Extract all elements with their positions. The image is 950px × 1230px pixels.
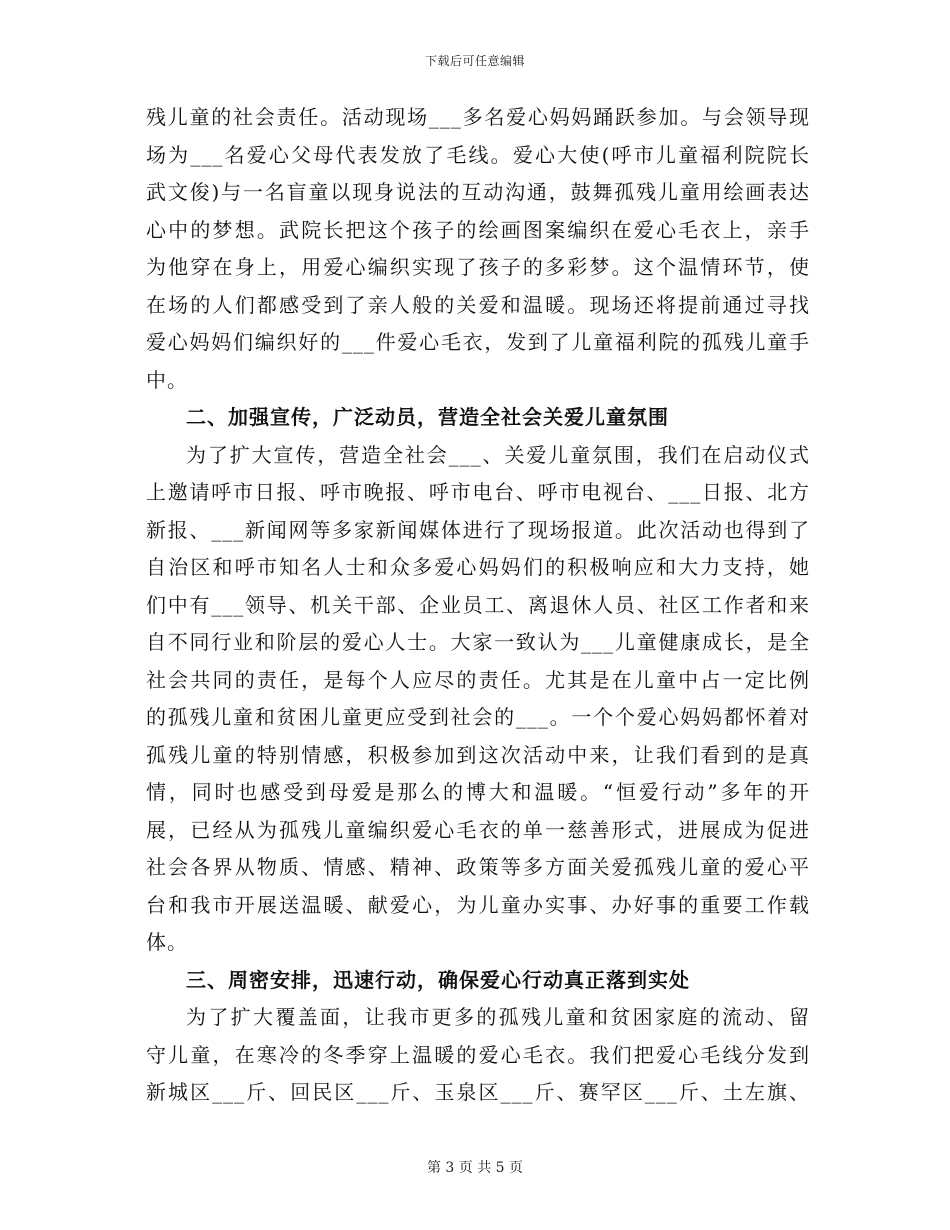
body-text-line: 心中的梦想。武院长把这个孩子的绘画图案编织在爱心毛衣上，亲手 [146, 217, 810, 242]
body-text-line: 情，同时也感受到母爱是那么的博大和温暖。“恒爱行动”多年的开 [146, 780, 810, 804]
body-text-line: 新报、___新闻网等多家新闻媒体进行了现场报道。此次活动也得到了 [146, 517, 810, 542]
section-heading: 二、加强宣传，广泛动员，营造全社会关爱儿童氛围 [186, 405, 669, 429]
body-text-line: 为他穿在身上，用爱心编织实现了孩子的多彩梦。这个温情环节，使 [146, 255, 810, 279]
page-footer: 第 3 页 共 5 页 [426, 1160, 524, 1176]
section-heading: 三、周密安排，迅速行动，确保爱心行动真正落到实处 [186, 967, 690, 992]
body-text-line: 为了扩大宣传，营造全社会___、关爱儿童氛围，我们在启动仪式 [186, 442, 810, 467]
body-text-line: 在场的人们都感受到了亲人般的关爱和温暖。现场还将提前通过寻找 [146, 292, 810, 317]
body-text-line: 中。 [146, 367, 188, 392]
body-text-line: 为了扩大覆盖面，让我市更多的孤残儿童和贫困家庭的流动、留 [186, 1005, 810, 1029]
body-text-line: 上邀请呼市日报、呼市晚报、呼市电台、呼市电视台、___日报、北方 [146, 480, 810, 504]
body-text-line: 们中有___领导、机关干部、企业员工、离退休人员、社区工作者和来 [146, 592, 810, 617]
body-text-line: 场为___名爱心父母代表发放了毛线。爱心大使(呼市儿童福利院院长 [146, 142, 810, 167]
body-text-line: 孤残儿童的特别情感，积极参加到这次活动中来，让我们看到的是真 [146, 742, 810, 767]
body-text-line: 爱心妈妈们编织好的___件爱心毛衣，发到了儿童福利院的孤残儿童手 [146, 330, 810, 354]
body-text-line: 体。 [146, 930, 188, 954]
body-text-line: 守儿童，在寒冷的冬季穿上温暖的爱心毛衣。我们把爱心毛线分发到 [146, 1042, 810, 1067]
body-text-line: 的孤残儿童和贫困儿童更应受到社会的___。一个个爱心妈妈都怀着对 [146, 705, 810, 729]
body-text-line: 台和我市开展送温暖、献爱心，为儿童办实事、办好事的重要工作载 [146, 892, 810, 917]
page-header: 下载后可任意编辑 [424, 54, 525, 68]
body-text-line: 新城区___斤、回民区___斤、玉泉区___斤、赛罕区___斤、土左旗、 [146, 1080, 810, 1104]
body-text-line: 残儿童的社会责任。活动现场___多名爱心妈妈踊跃参加。与会领导现 [146, 105, 810, 129]
body-text-line: 社会共同的责任，是每个人应尽的责任。尤其是在儿童中占一定比例 [146, 667, 810, 692]
body-text-line: 自治区和呼市知名人士和众多爱心妈妈们的积极响应和大力支持，她 [146, 555, 810, 579]
body-text-line: 展，已经从为孤残儿童编织爱心毛衣的单一慈善形式，进展成为促进 [146, 817, 810, 842]
body-text-line: 武文俊)与一名盲童以现身说法的互动沟通，鼓舞孤残儿童用绘画表达 [146, 180, 810, 204]
body-text-line: 社会各界从物质、情感、精神、政策等多方面关爱孤残儿童的爱心平 [146, 855, 810, 879]
body-text-line: 自不同行业和阶层的爱心人士。大家一致认为___儿童健康成长，是全 [146, 630, 810, 654]
document-body [146, 99, 810, 1112]
